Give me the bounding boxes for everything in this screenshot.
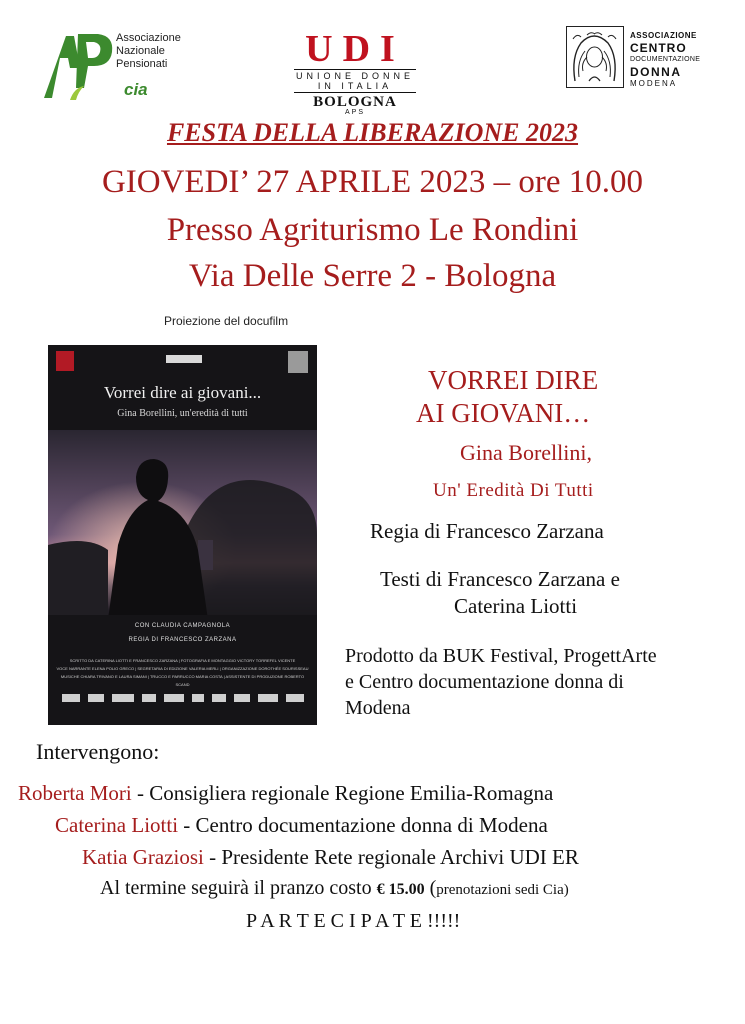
film-testi-2: Caterina Liotti — [454, 594, 578, 618]
woman-face-icon — [566, 26, 624, 88]
poster-director: REGIA DI FRANCESCO ZARZANA — [128, 637, 237, 643]
udi-main-label: UDI — [305, 28, 405, 70]
intervengono-label: Intervengono: — [36, 739, 160, 764]
speaker-row — [82, 845, 579, 870]
pranzo-price: € 15.00 — [376, 881, 425, 898]
anp-mark-icon — [40, 28, 120, 104]
event-address: Via Delle Serre 2 - Bologna — [188, 258, 557, 294]
udi-line2: IN ITALIA — [317, 81, 393, 91]
speaker-row — [18, 781, 553, 806]
speaker-role: - Presidente Rete regionale Archivi UDI ER — [203, 845, 579, 869]
film-subtitle-2: Un' Eredità Di Tutti — [433, 480, 594, 501]
anp-cia-logo — [40, 28, 200, 104]
film-poster — [48, 345, 317, 725]
pranzo-line: Al termine seguirà il pranzo costo € 15.00 (prenotazioni sedi Cia) — [100, 877, 569, 899]
anp-label: Associazione Nazionale Pensionati — [116, 32, 181, 70]
poster-cast: CON CLAUDIA CAMPAGNOLA — [134, 623, 231, 629]
poster-title: Vorrei dire ai giovani... — [103, 383, 262, 402]
speaker-name: Caterina Liotti — [55, 813, 179, 837]
film-subtitle-1: Gina Borellini, — [460, 440, 592, 465]
udi-aps-label: APS — [344, 109, 365, 116]
speaker-row — [55, 813, 548, 838]
poster-subtitle: Gina Borellini, un'eredità di tutti — [117, 408, 248, 419]
event-date: GIOVEDI’ 27 APRILE 2023 – ore 10.00 — [101, 164, 644, 200]
event-venue: Presso Agriturismo Le Rondini — [166, 212, 579, 248]
cia-label: cia — [124, 80, 148, 99]
festa-title: FESTA DELLA LIBERAZIONE 2023 — [166, 118, 579, 147]
speaker-role: - Centro documentazione donna di Modena — [178, 813, 548, 837]
speaker-role: - Consigliera regionale Regione Emilia-Romagna — [131, 781, 554, 805]
film-regia: Regia di Francesco Zarzana — [370, 519, 604, 543]
film-prodotto: Prodotto da BUK Festival, ProgettArte e Centro documentazione donna di Modena — [345, 645, 657, 719]
film-title: VORREI DIRE AI GIOVANI… — [416, 365, 599, 428]
udi-bologna-logo — [290, 28, 420, 116]
speaker-name: Roberta Mori — [18, 781, 132, 805]
partecipate-line: P A R T E C I P A T E !!!!! — [246, 910, 461, 932]
ccd-modena-logo — [566, 26, 716, 90]
udi-line1: UNIONE DONNE — [295, 71, 414, 81]
film-testi-1: Testi di Francesco Zarzana e — [380, 567, 620, 591]
ccd-label: ASSOCIAZIONE CENTRO DOCUMENTAZIONE DONNA MODENA — [630, 31, 701, 88]
udi-city-label: BOLOGNA — [313, 94, 397, 110]
speaker-name: Katia Graziosi — [82, 845, 204, 869]
proiezione-label: Proiezione del docufilm — [164, 314, 289, 328]
poster-credits: SCRITTO DA CATERINA LIOTTI E FRANCESCO ZARZANA | FOTOGRAFIA E MONTAGGIO VICTORY TORREFEL VICENTE VOCE NARRANTE ELENA POLIO GRECO | SEGRETARIA DI EDIZIONE VALERIA MERLI | ORGANIZZAZIONE DOROTHÉE SOURISSEAU MUSICHE CHIARA TRIVANO E LAURA SIMANI | TRUCCO E PARRUCCO MARIA COSTA | ASSISTENTE DI PRODUZIONE ROBERTO SCAND — [56, 658, 309, 687]
